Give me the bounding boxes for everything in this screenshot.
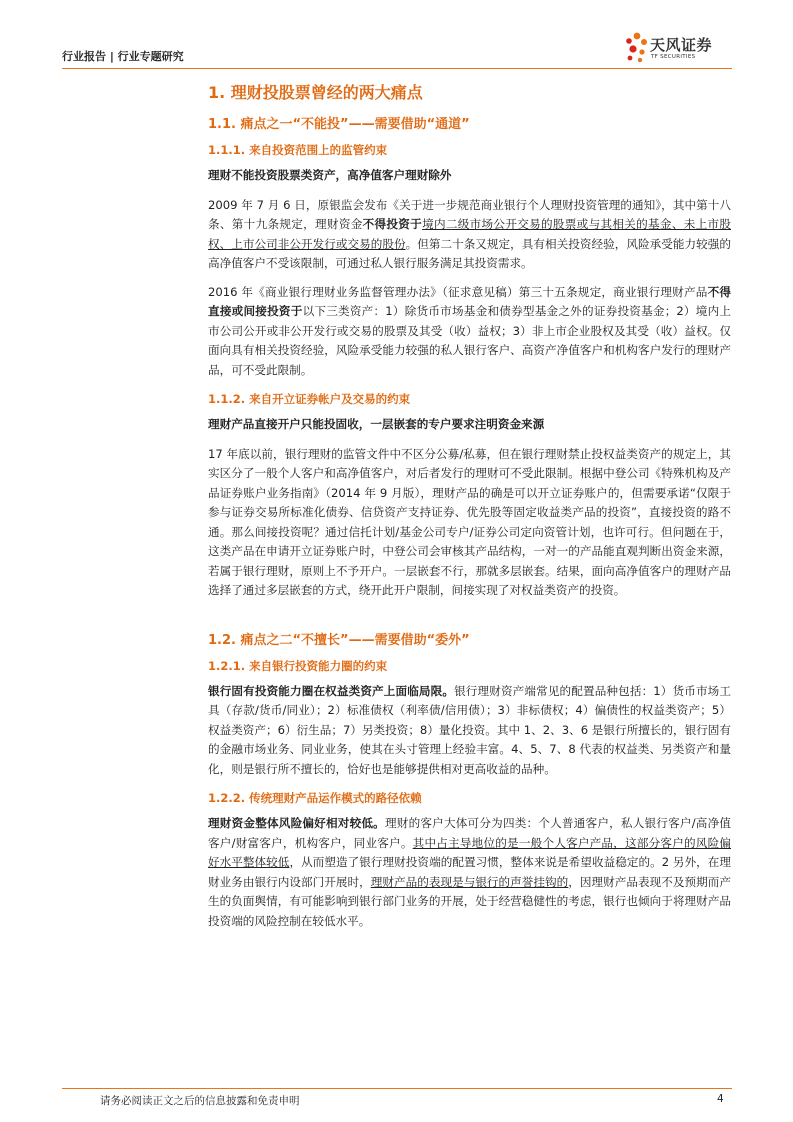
footer-disclaimer: 请务必阅读正文之后的信息披露和免责申明 bbox=[100, 1095, 300, 1107]
paragraph: 17 年底以前，银行理财的监管文件中不区分公募/私募，但在银行理财禁止投权益类资产的规定上，其实区分了一般个人客户和高净值客户，对后者发行的理财可不受此限制。根据中登公司《特殊机构及产品证券账户业务指南》（2014 年 9 月版），理财产品的确是可以开立证券账户的，但需要承诺“仅限于参与证券交易所标准化债券、信贷资产支持证券、优先股等固定收益类产品的投资”，直接投资的路不通。那么间接投资呢？通过信托计划/基金公司专户/证券公司定向资管计划，也许可行。但问题在于，这类产品在申请开立证券账户时，中登公司会审核其产品结构，一对一的产品能直观判断出资金来源，若属于银行理财，原则上不予开户。一层嵌套不行，那就多层嵌套。结果，面向高净值客户的理财产品选择了通过多层嵌套的方式，绕开此开户限制，间接实现了对权益类资产的投资。 bbox=[208, 446, 731, 597]
section-1-2-2-heading: 1.2.2. 传统理财产品运作模式的路径依赖 bbox=[208, 791, 422, 805]
paragraph: 理财资金整体风险偏好相对较低。理财的客户大体可分为四类：个人普通客户，私人银行客户/高净值客户/财富客户，机构客户，同业客户。其中占主导地位的是一般个人客户产品，这部分客户的风险偏好水平整体较低，从而塑造了银行理财投资端的配置习惯，整体来说是希望收益稳定的。2 另外，在理财业务由银行内设部门开展时，理财产品的表现是与银行的声誉挂钩的，因理财产品表现不及预期而产生的负面舆情，有可能影响到银行部门业务的开展，处于经营稳健性的考虑，银行也倾向于将理财产品投资端的风险控制在较低水平。 bbox=[208, 816, 731, 928]
paragraph: 2009 年 7 月 6 日，原银监会发布《关于进一步规范商业银行个人理财投资管理的通知》，其中第十八条、第十九条规定，理财资金不得投资于境内二级市场公开交易的股票或与其相关的基金、未上市股权、上市公司非公开发行或交易的股份。但第二十条又规定，具有相关投资经验，风险承受能力较强的高净值客户不受该限制，可通过私人银行服务满足其投资需求。 bbox=[208, 197, 731, 270]
header-divider bbox=[62, 68, 732, 69]
logo-mark-icon bbox=[624, 30, 650, 64]
section-1-1-2-lead: 理财产品直接开户只能投固收，一层嵌套的专户要求注明资金来源 bbox=[208, 417, 545, 431]
section-1-1-2-heading: 1.1.2. 来自开立证券帐户及交易的约束 bbox=[208, 392, 411, 406]
logo-text-en: TF SECURITIES bbox=[651, 54, 696, 60]
page-number: 4 bbox=[717, 1093, 724, 1105]
section-1-1-heading: 1.1. 痛点之一“不能投”——需要借助“通道” bbox=[208, 117, 470, 132]
section-1-2-1-heading: 1.2.1. 来自银行投资能力圈的约束 bbox=[208, 658, 388, 673]
report-body bbox=[208, 76, 731, 940]
section-1-1-1-heading: 1.1.1. 来自投资范围上的监管约束 bbox=[208, 143, 388, 157]
section-1-1-1-lead: 理财不能投资股票类资产，高净值客户理财除外 bbox=[208, 168, 452, 182]
logo-text-cn: 天风证券 bbox=[650, 36, 713, 54]
section-1-2-heading: 1.2. 痛点之二“不擅长”——需要借助“委外” bbox=[208, 632, 470, 648]
footer-divider bbox=[62, 1088, 732, 1089]
section-1-heading: 1. 理财投股票曾经的两大痛点 bbox=[208, 83, 423, 102]
paragraph: 银行固有投资能力圈在权益类资产上面临局限。银行理财资产端常见的配置品种包括：1）货币市场工具（存款/货币/同业）；2）标准债权（利率债/信用债）；3）非标债权；4）偏债性的权益类资产；5）权益类资产；6）衍生品；7）另类投资；8）量化投资。其中 1、2、3、6 是银行所擅长的，银行固有的金融市场业务、同业业务，使其在头寸管理上经验丰富。4、5、7、8 代表的权益类、另类资产和量化，则是银行所不擅长的，恰好也是能够提供相对更高收益的品种。 bbox=[208, 683, 731, 776]
paragraph: 2016 年《商业银行理财业务监督管理办法》（征求意见稿）第三十五条规定，商业银行理财产品不得直接或间接投资于以下三类资产：1）除货币市场基金和债券型基金之外的证券投资基金；2）境内上市公司公开或非公开发行或交易的股票及其受（收）益权；3）非上市企业股权及其受（收）益权。仅面向具有相关投资经验，风险承受能力较强的私人银行客户、高资产净值客户和机构客户发行的理财产品，可不受此限制。 bbox=[208, 284, 731, 377]
header-title: 行业报告 | 行业专题研究 bbox=[62, 50, 184, 63]
tf-securities-logo bbox=[624, 30, 734, 66]
